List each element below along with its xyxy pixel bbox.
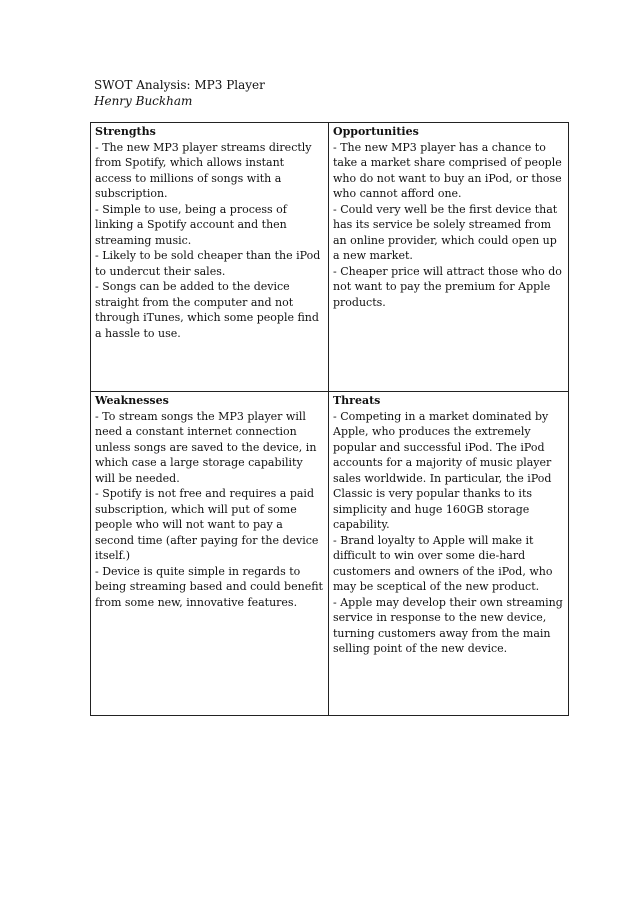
threats-item: - Competing in a market dominated by Apple, who produces the extremely popular and successful iPod. The iPod accounts for a majority of music player sales worldwide. In particular, the iPod Classic is very popular thanks to its simplicity and huge 160GB storage capability.	[333, 409, 552, 531]
strengths-item: - Songs can be added to the device straight from the computer and not through iTunes, which some people find a hassle to use.	[95, 280, 319, 340]
threats-heading: Threats	[333, 394, 381, 407]
document-title: SWOT Analysis: MP3 Player	[94, 78, 265, 92]
swot-row-bottom	[91, 392, 569, 716]
weaknesses-item: - Device is quite simple in regards to being streaming based and could benefit from some new, innovative features.	[95, 564, 323, 609]
opportunities-item: - Could very well be the first device that has its service be solely streamed from an online provider, which could open up a new market.	[333, 202, 558, 262]
document-author: Henry Buckham	[94, 94, 193, 108]
strengths-cell	[91, 123, 329, 392]
swot-table	[90, 122, 569, 716]
strengths-item: - Simple to use, being a process of linking a Spotify account and then streaming music.	[95, 202, 287, 247]
threats-item: - Apple may develop their own streaming service in response to the new device, turning customers away from the main selling point of the new device.	[333, 595, 563, 655]
opportunities-heading: Opportunities	[333, 125, 419, 138]
threats-item: - Brand loyalty to Apple will make it difficult to win over some die-hard customers and owners of the iPod, who may be sceptical of the new product.	[333, 533, 553, 593]
opportunities-item: - Cheaper price will attract those who do not want to pay the premium for Apple products.	[333, 264, 562, 309]
strengths-item: - Likely to be sold cheaper than the iPod to undercut their sales.	[95, 249, 321, 278]
threats-cell	[329, 392, 569, 716]
weaknesses-item: - To stream songs the MP3 player will need a constant internet connection unless songs are saved to the device, in which case a large storage capability will be needed.	[95, 409, 317, 485]
opportunities-cell	[329, 123, 569, 392]
opportunities-item: - The new MP3 player has a chance to take a market share comprised of people who do not want to buy an iPod, or those who cannot afford one.	[333, 140, 562, 200]
strengths-heading: Strengths	[95, 125, 156, 138]
weaknesses-cell	[91, 392, 329, 716]
strengths-item: - The new MP3 player streams directly from Spotify, which allows instant access to millions of songs with a subscription.	[95, 140, 312, 200]
weaknesses-item: - Spotify is not free and requires a paid subscription, which will put of some people who will not want to pay a second time (after paying for the device itself.)	[95, 487, 319, 562]
weaknesses-heading: Weaknesses	[95, 394, 169, 407]
swot-row-top	[91, 123, 569, 392]
